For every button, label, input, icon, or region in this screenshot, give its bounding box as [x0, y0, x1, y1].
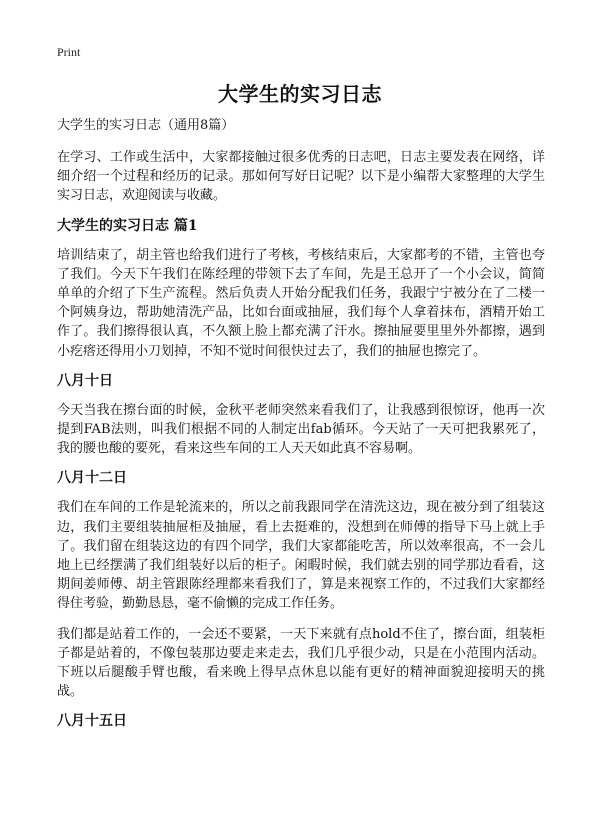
- section-heading-aug-10: 八月十日: [57, 372, 113, 389]
- section-heading-1: 大学生的实习日志 篇1: [57, 217, 198, 234]
- section-aug-12-paragraph-2: 我们都是站着工作的，一会还不要紧，一天下来就有点hold不住了，擦台面，组装柜子都是站着的，不像包装那边要走来走去，我们几乎很少动，只是在小范围内活动。下班以后腿酸手臂也酸，看来晚上得早点休息以能有更好的精神面貌迎接明天的挑战。: [57, 626, 545, 700]
- intro-paragraph: 在学习、工作或生活中，大家都接触过很多优秀的日志吧，日志主要发表在网络，详细介绍一个过程和经历的记录。那如何写好日记呢？以下是小编帮大家整理的大学生实习日志，欢迎阅读与收藏。: [57, 150, 545, 204]
- section-aug-12-paragraph-1: 我们在车间的工作是轮流来的，所以之前我跟同学在清洗这边，现在被分到了组装这边，我们主要组装抽屉柜及抽屉，看上去挺难的，没想到在师傅的指导下马上就上手了。我们留在组装这边的有四个同学，我们大家都能吃苦，所以效率很高，不一会儿地上已经摆满了我们组装好以后的柜子。闲暇时候，我们就去别的同学那边看看，这期间姜师傅、胡主管跟陈经理都来看我们了，算是来视察工作的，不过我们大家都经得住考验，勤勤恳恳，毫不偷懒的完成工作任务。: [57, 500, 545, 612]
- document-body: [57, 117, 545, 741]
- document-subtitle: 大学生的实习日志（通用8篇）: [57, 118, 235, 133]
- print-link[interactable]: Print: [57, 45, 81, 59]
- section-heading-aug-12: 八月十二日: [57, 470, 127, 487]
- section-1-paragraph-1: 培训结束了，胡主管也给我们进行了考核，考核结束后，大家都考的不错，主管也夸了我们。今天下午我们在陈经理的带领下去了车间，先是王总开了一个小会议，简简单单的介绍了下生产流程。然后负责人开始分配我们任务，我跟宁宁被分在了二楼一个阿姨身边，帮助她清洗产品，比如台面或抽屉，我们每个人拿着抹布，酒精开始工作了。我们擦得很认真，不久额上脸上都充满了汗水。擦抽屉要里里外外都擦，遇到小疙瘩还得用小刀划掉，不知不觉时间很快过去了，我们的抽屉也擦完了。: [57, 247, 545, 359]
- document-title: 大学生的实习日志: [218, 82, 382, 106]
- section-heading-aug-15: 八月十五日: [57, 713, 127, 730]
- section-aug-10-paragraph-1: 今天当我在擦台面的时候，金秋平老师突然来看我们了，让我感到很惊讶，他再一次提到FAB法则，叫我们根据不同的人制定出fab循环。今天站了一天可把我累死了，我的腰也酸的要死，看来这些车间的工人天天如此真不容易啊。: [57, 402, 545, 457]
